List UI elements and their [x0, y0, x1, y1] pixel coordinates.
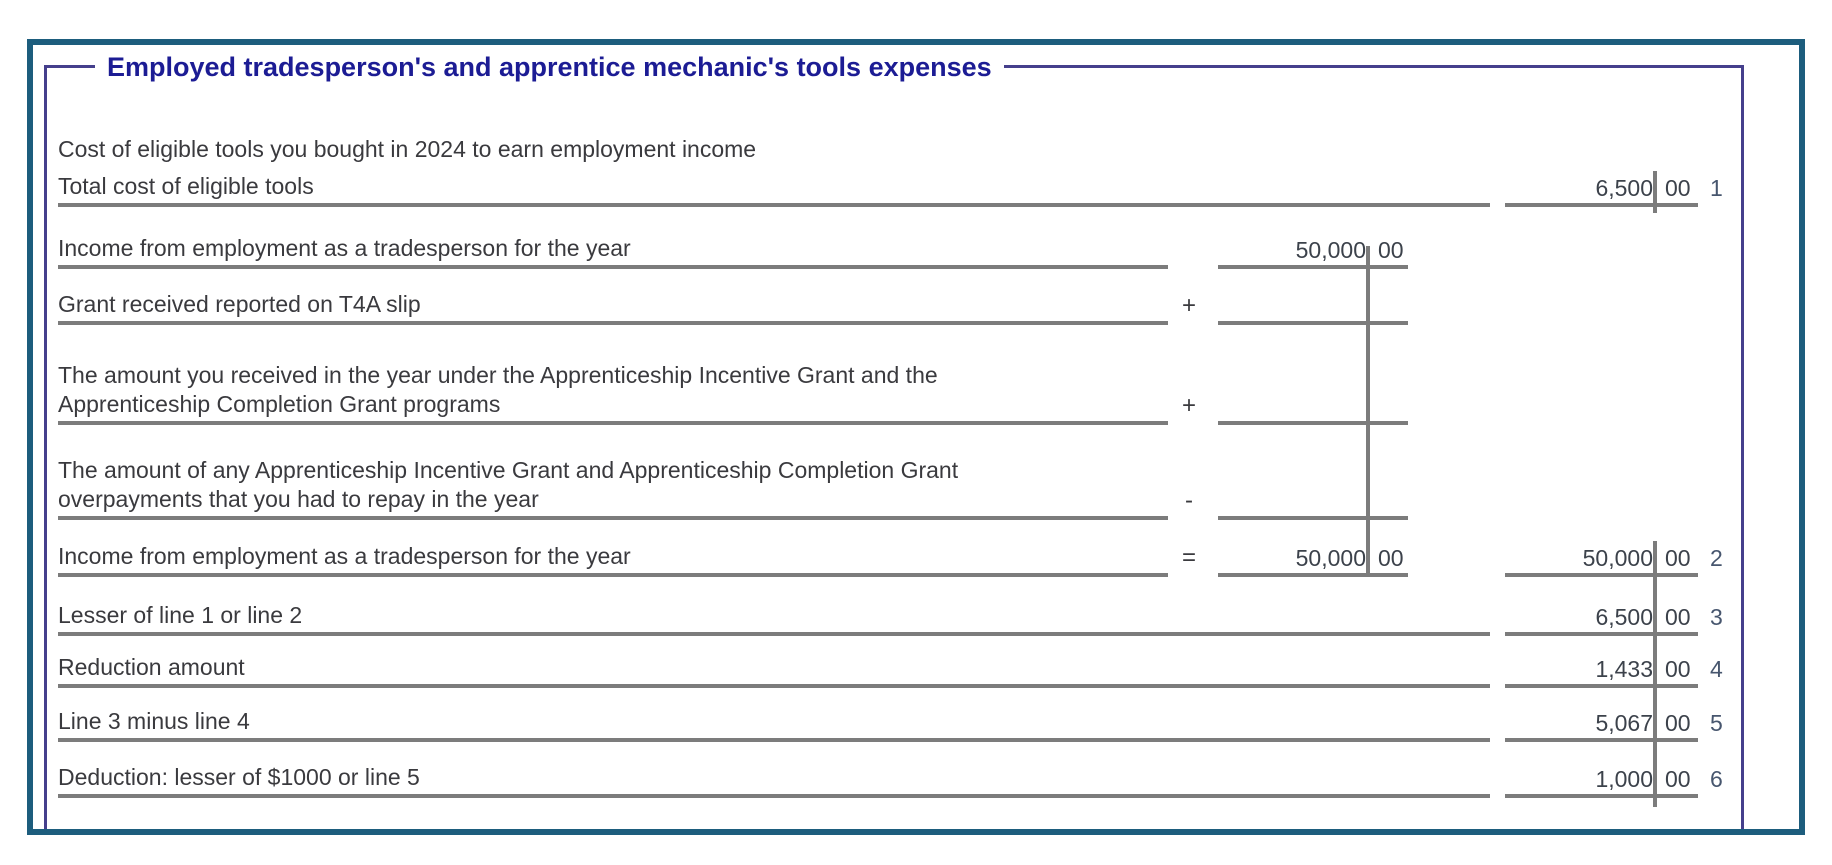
line-number: 6: [1710, 766, 1723, 792]
amount-dollars: [1218, 515, 1370, 516]
row-label: Income from employment as a tradesperson for the year: [58, 543, 631, 569]
amount-cents: [1370, 515, 1378, 516]
row-label-underline: [58, 656, 1490, 688]
row-label-underline: [58, 175, 1490, 207]
form-row-reduction-amount: [33, 656, 1799, 684]
amount-dollars: 50,000: [1295, 545, 1366, 571]
cents-divider-middle-column: [1366, 246, 1370, 577]
amount-cents: 00: [1665, 175, 1691, 201]
form-outer-frame: [27, 39, 1805, 835]
row-label-underline: [58, 237, 1168, 269]
row-label: Reduction amount: [58, 654, 245, 680]
row-label: Grant received reported on T4A slip: [58, 291, 421, 317]
amount-dollars: 5,067: [1595, 710, 1653, 736]
amount-field-line6[interactable]: [1505, 766, 1698, 798]
amount-cents: [1370, 420, 1378, 421]
line-number: 3: [1710, 604, 1723, 630]
form-row-apprenticeship-grants: [33, 363, 1799, 421]
row-label: The amount of any Apprenticeship Incentive Grant and Apprenticeship Completion Grant overpayments that you had to repay in the year: [58, 457, 959, 512]
amount-cents: 00: [1665, 656, 1691, 682]
amount-dollars: 1,000: [1595, 766, 1653, 792]
amount-dollars: 50,000: [1295, 237, 1366, 263]
row-label: The amount you received in the year under the Apprenticeship Incentive Grant and the Apprenticeship Completion Grant programs: [58, 362, 938, 417]
amount-dollars: [1218, 320, 1370, 321]
cents-divider-right-column: [1653, 541, 1657, 807]
amount-dollars: 6,500: [1595, 604, 1653, 630]
row-label: Total cost of eligible tools: [58, 173, 314, 199]
form-row-employment-income-result: [33, 545, 1799, 573]
form-row-total-cost: [33, 175, 1799, 203]
equals-operator: =: [1181, 544, 1196, 571]
line-number: 5: [1710, 710, 1723, 736]
form-row-t4a-grant: [33, 293, 1799, 321]
form-content: [33, 45, 1799, 829]
amount-dollars: 6,500: [1595, 175, 1653, 201]
group-title: Employed tradesperson's and apprentice mechanic's tools expenses: [95, 52, 1004, 82]
amount-field-line1[interactable]: [1505, 175, 1698, 207]
row-label-underline: [58, 766, 1490, 798]
amount-field-overpayments[interactable]: [1218, 458, 1408, 520]
row-label-underline: [58, 458, 1168, 520]
row-label-underline: [58, 363, 1168, 425]
amount-cents: 00: [1665, 545, 1691, 571]
line-number: 1: [1710, 175, 1723, 201]
row-label: Deduction: lesser of $1000 or line 5: [58, 764, 420, 790]
amount-field-line2[interactable]: [1505, 545, 1698, 577]
form-row-grant-overpayments: [33, 458, 1799, 516]
amount-cents: 00: [1665, 766, 1691, 792]
row-label-underline: [58, 604, 1490, 636]
row-label-underline: [58, 293, 1168, 325]
plus-operator: +: [1181, 392, 1196, 419]
amount-dollars: [1218, 420, 1370, 421]
cents-divider-line1: [1653, 171, 1657, 213]
row-label-underline: [58, 710, 1490, 742]
amount-cents: 00: [1378, 237, 1404, 263]
row-label-underline: [58, 545, 1168, 577]
form-row-line3-minus-line4: [33, 710, 1799, 738]
amount-cents: 00: [1378, 545, 1404, 571]
amount-cents: 00: [1665, 710, 1691, 736]
amount-field-line4[interactable]: [1505, 656, 1698, 688]
row-label: Income from employment as a tradesperson for the year: [58, 235, 631, 261]
form-row-deduction: [33, 766, 1799, 794]
amount-field-t4a-grant[interactable]: [1218, 293, 1408, 325]
form-row-employment-income: [33, 237, 1799, 265]
amount-field-line5[interactable]: [1505, 710, 1698, 742]
amount-cents: 00: [1665, 604, 1691, 630]
plus-operator: +: [1181, 292, 1196, 319]
intro-text: Cost of eligible tools you bought in 2024 to earn employment income: [58, 136, 757, 162]
amount-dollars: 50,000: [1582, 545, 1653, 571]
amount-cents: [1370, 320, 1378, 321]
row-label: Line 3 minus line 4: [58, 708, 250, 734]
amount-field-line3[interactable]: [1505, 604, 1698, 636]
amount-field-employment-income[interactable]: [1218, 237, 1408, 269]
row-label: Lesser of line 1 or line 2: [58, 602, 303, 628]
amount-dollars: 1,433: [1595, 656, 1653, 682]
amount-field-income-subtotal[interactable]: [1218, 545, 1408, 577]
minus-operator: -: [1185, 487, 1193, 514]
amount-field-grants-received[interactable]: [1218, 363, 1408, 425]
line-number: 2: [1710, 545, 1723, 571]
form-row-lesser-line1-line2: [33, 604, 1799, 632]
line-number: 4: [1710, 656, 1723, 682]
